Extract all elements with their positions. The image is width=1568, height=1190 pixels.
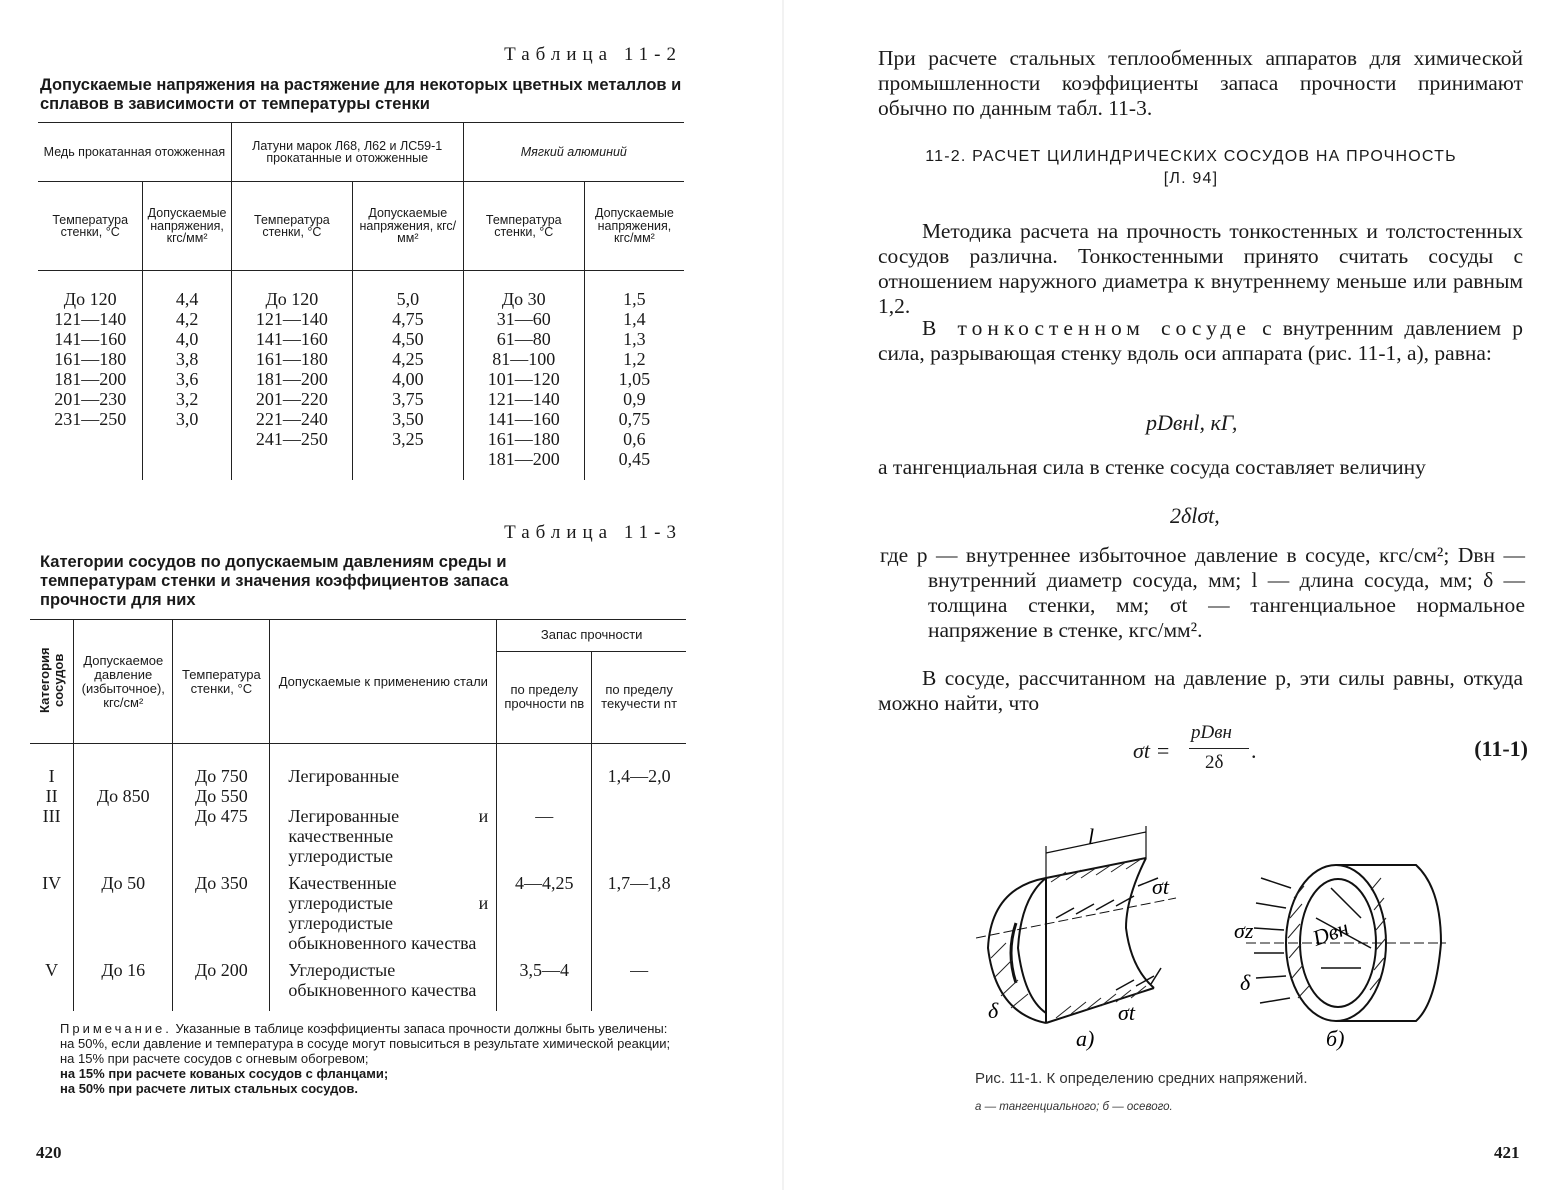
col-stress-1: Допускаемые напряжения, кгс/мм² bbox=[143, 182, 231, 271]
table-cell: 161—180 bbox=[487, 429, 560, 449]
table-cell: 4,75 bbox=[392, 309, 424, 329]
where-paragraph: где p — внутреннее избыточное давление в сосуде, кгс/см²; Dвн — внутренний диаметр сосуда, мм; l — длина сосуда, мм; δ — толщина стенки, мм; σt — тангенциальное нормальное напряжение в стенке, кгс/мм². bbox=[880, 543, 1525, 642]
label-delta-a: δ bbox=[988, 998, 999, 1023]
table-cell: 5,0 bbox=[396, 289, 420, 309]
group-aluminium: Мягкий алюминий bbox=[463, 123, 684, 182]
table-cell: 121—140 bbox=[54, 309, 127, 329]
table-11-3 bbox=[30, 619, 686, 1011]
label-l: l bbox=[1088, 824, 1095, 849]
table-row: V До 16 До 200 Углеродистые обыкновенного качества 3,5—4 — bbox=[30, 954, 686, 1011]
section-title: 11-2. РАСЧЕТ ЦИЛИНДРИЧЕСКИХ СОСУДОВ НА ПРОЧНОСТЬ bbox=[925, 148, 1457, 165]
table-cell: 31—60 bbox=[496, 309, 551, 329]
paragraph-4: В сосуде, рассчитанном на давление p, эти силы равны, откуда можно найти, что bbox=[878, 666, 1523, 715]
table-cell: 0,6 bbox=[623, 429, 646, 449]
dimension-l bbox=[1046, 826, 1146, 878]
brass-temps bbox=[231, 271, 352, 481]
table-11-3-label: Таблица 11-3 bbox=[504, 522, 682, 543]
table-cell: 3,75 bbox=[392, 389, 424, 409]
table-cell: 1,05 bbox=[618, 369, 651, 389]
table-11-2-caption: Допускаемые напряжения на растяжение для некоторых цветных металлов и сплавов в зависимости от температуры стенки bbox=[40, 76, 682, 113]
brass-values bbox=[352, 271, 463, 481]
page-number-left: 420 bbox=[36, 1143, 62, 1162]
table-cell: 181—200 bbox=[255, 369, 328, 389]
paragraph-1: Методика расчета на прочность тонкостенных и толстостенных сосудов различна. Тонкостенными принято считать сосуды с отношением наружного диаметра к внутреннему меньше или равным 1,2. bbox=[878, 219, 1523, 318]
table-cell: 161—180 bbox=[255, 349, 328, 369]
table-cell: 1,2 bbox=[623, 349, 646, 369]
note-text: Указанные в таблице коэффициенты запаса прочности должны быть увеличены: bbox=[175, 1021, 668, 1036]
figure-caption: Рис. 11-1. К определению средних напряжений. bbox=[975, 1070, 1308, 1087]
equation-lhs: σt = bbox=[1133, 738, 1171, 763]
table-cell: 81—100 bbox=[492, 349, 556, 369]
col-safety: Запас прочности bbox=[497, 620, 686, 652]
table-cell: 3,0 bbox=[175, 409, 199, 429]
paragraph-2-text: с внутренним давлением p сила, разрывающая стенку вдоль оси аппарата (рис. 11-1, а), равна: bbox=[878, 316, 1524, 365]
col-stress-2: Допускаемые напряжения, кгс/мм² bbox=[352, 182, 463, 271]
label-b: б) bbox=[1326, 1026, 1345, 1051]
col-steels: Допускаемые к применению стали bbox=[270, 620, 497, 744]
col-temp-1: Температура стенки, °C bbox=[38, 182, 143, 271]
table-cell: 121—140 bbox=[255, 309, 328, 329]
table-cell: 4,2 bbox=[175, 309, 199, 329]
note-item: на 15% при расчете кованых сосудов с фланцами; bbox=[60, 1066, 389, 1081]
col-temp-3: Температура стенки, °C bbox=[463, 182, 584, 271]
col-pressure: Допускаемое давление (избыточное), кгс/см² bbox=[74, 620, 173, 744]
table-cell: 4,25 bbox=[392, 349, 424, 369]
label-sigma-z: σz bbox=[1234, 918, 1254, 943]
table-cell: 201—220 bbox=[255, 389, 328, 409]
figure-a-hatching bbox=[991, 859, 1146, 1018]
table-cell: 3,6 bbox=[175, 369, 199, 389]
col-category: Категория сосудов bbox=[30, 620, 74, 744]
note-item: на 15% при расчете сосудов с огневым обогревом; bbox=[60, 1051, 369, 1066]
col-stress-3: Допускаемые напряжения, кгс/мм² bbox=[584, 182, 684, 271]
figure-11-1 bbox=[976, 808, 1456, 1058]
table-cell: 3,25 bbox=[392, 429, 424, 449]
section-heading bbox=[876, 146, 1506, 190]
table-cell: 3,2 bbox=[175, 389, 199, 409]
col-temperature: Температура стенки, °C bbox=[173, 620, 270, 744]
table-cell: 0,45 bbox=[618, 449, 651, 469]
table-row: I II III До 850 До 750 До 550 До 475 Легированные Легированные и качественные углеродистые — 1,4—2,0 bbox=[30, 744, 686, 868]
table-cell: 3,8 bbox=[175, 349, 199, 369]
table-11-3-caption: Категории сосудов по допускаемым давлениям среды и температурам стенки и значения коэффициентов запаса прочности для них bbox=[40, 553, 509, 609]
figure-a-cylinder bbox=[988, 858, 1154, 1023]
aluminium-values bbox=[584, 271, 684, 481]
table-cell: До 120 bbox=[265, 289, 319, 309]
table-note bbox=[60, 1021, 680, 1096]
table-cell: 4,00 bbox=[392, 369, 424, 389]
col-temp-2: Температура стенки, °C bbox=[231, 182, 352, 271]
col-by-yield: по пределу текучести nт bbox=[592, 651, 686, 744]
note-title: Примечание. bbox=[60, 1021, 172, 1036]
table-cell: 141—160 bbox=[54, 329, 127, 349]
label-a: а) bbox=[1076, 1026, 1095, 1051]
equation-number: (11-1) bbox=[1474, 736, 1528, 761]
table-cell: 0,9 bbox=[623, 389, 646, 409]
table-cell: До 120 bbox=[63, 289, 117, 309]
table-11-2-label: Таблица 11-2 bbox=[504, 44, 682, 65]
table-cell: 101—120 bbox=[487, 369, 560, 389]
table-cell: До 30 bbox=[501, 289, 546, 309]
spaced-phrase: В тонкостенном сосуде bbox=[922, 316, 1251, 340]
paragraph-3: а тангенциальная сила в стенке сосуда составляет величину bbox=[878, 455, 1426, 479]
label-sigma-t-bottom: σt bbox=[1118, 1000, 1135, 1025]
table-cell: 121—140 bbox=[487, 389, 560, 409]
table-cell: 201—230 bbox=[54, 389, 127, 409]
label-dvn: Dвн bbox=[1309, 914, 1352, 951]
figure-a-axis bbox=[976, 898, 1176, 938]
table-cell: 161—180 bbox=[54, 349, 127, 369]
copper-values bbox=[143, 271, 231, 481]
table-cell: 181—200 bbox=[487, 449, 560, 469]
label-delta-b: δ bbox=[1240, 970, 1251, 995]
table-cell: 1,5 bbox=[623, 289, 646, 309]
equation-period: . bbox=[1251, 738, 1257, 763]
table-11-2 bbox=[38, 122, 684, 480]
fraction-bar bbox=[1189, 748, 1249, 749]
aluminium-temps bbox=[463, 271, 584, 481]
page-number-right: 421 bbox=[1494, 1143, 1520, 1162]
label-sigma-t-top: σt bbox=[1152, 874, 1169, 899]
table-cell: 1,3 bbox=[623, 329, 646, 349]
table-cell: 61—80 bbox=[496, 329, 551, 349]
note-item: на 50%, если давление и температура в сосуде могут повыситься в результате химической реакции; bbox=[60, 1036, 671, 1051]
formula-tangential: 2δlσt, bbox=[1170, 503, 1220, 528]
table-cell: 221—240 bbox=[255, 409, 328, 429]
equation-denominator: 2δ bbox=[1205, 752, 1224, 773]
figure-a-arrows bbox=[1056, 878, 1161, 990]
table-cell: 241—250 bbox=[255, 429, 328, 449]
table-cell: 181—200 bbox=[54, 369, 127, 389]
section-reference: [Л. 94] bbox=[1163, 170, 1219, 187]
table-cell: 4,4 bbox=[175, 289, 199, 309]
col-by-strength: по пределу прочности nв bbox=[497, 651, 592, 744]
table-cell: 1,4 bbox=[623, 309, 646, 329]
equation-numerator: pDвн bbox=[1191, 722, 1232, 743]
note-item: на 50% при расчете литых стальных сосудов. bbox=[60, 1081, 358, 1096]
paragraph-2 bbox=[878, 316, 1523, 366]
table-cell: 141—160 bbox=[487, 409, 560, 429]
table-row: IV До 50 До 350 Качественные углеродистые и углеродистые обыкновенного качества 4—4,25 1,7—1,8 bbox=[30, 867, 686, 954]
table-cell: 4,0 bbox=[175, 329, 199, 349]
group-brass: Латуни марок Л68, Л62 и ЛС59-1 прокатанные и отожженные bbox=[231, 123, 463, 182]
figure-subcaption: а — тангенциального; б — осевого. bbox=[975, 1101, 1173, 1113]
table-cell: 141—160 bbox=[255, 329, 328, 349]
intro-paragraph: При расчете стальных теплообменных аппаратов для химической промышленности коэффициенты запаса прочности принимают обычно по данным табл. 11-3. bbox=[878, 46, 1523, 120]
table-cell: 0,75 bbox=[618, 409, 651, 429]
table-cell: 231—250 bbox=[54, 409, 127, 429]
group-copper: Медь прокатанная отожженная bbox=[38, 123, 231, 182]
copper-temps bbox=[38, 271, 143, 481]
formula-force: pDвнl, кГ, bbox=[1146, 410, 1238, 435]
table-cell: 4,50 bbox=[392, 329, 424, 349]
table-cell: 3,50 bbox=[392, 409, 424, 429]
